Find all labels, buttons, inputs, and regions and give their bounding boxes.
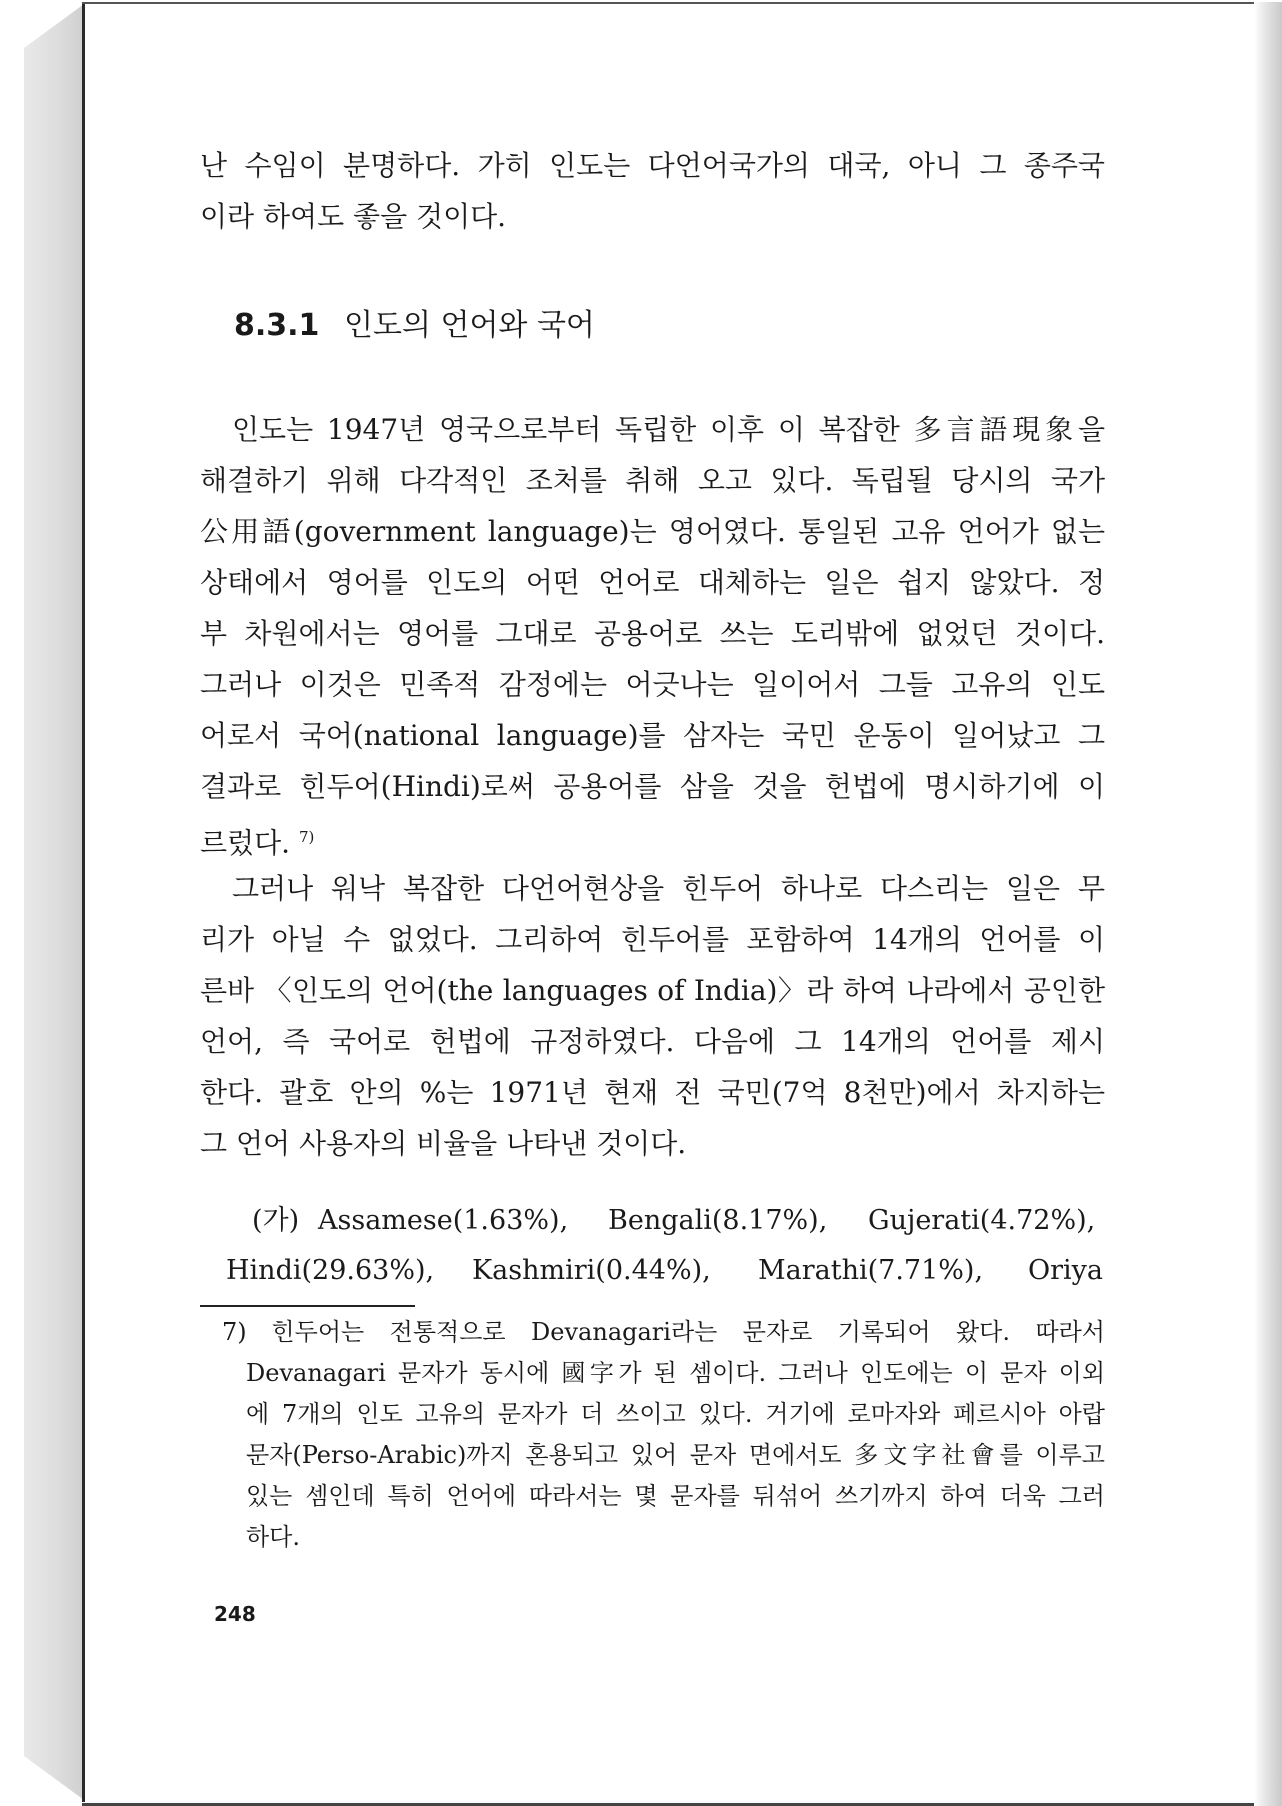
language-item: Marathi(7.71%), [758,1255,984,1286]
language-item: Oriya [1028,1255,1104,1286]
footnote-line-3: 에 7개의 인도 고유의 문자가 더 쓰이고 있다. 거기에 로마자와 페르시아 아랍 [246,1400,1105,1428]
para2-line-3: 른바 〈인도의 언어(the languages of India)〉라 하여 나라에서 공인한 [200,974,1105,1007]
footnote-line-6: 하다. [246,1523,300,1551]
para2-line-4: 언어, 즉 국어로 헌법에 규정하였다. 다음에 그 14개의 언어를 제시 [200,1025,1105,1058]
para2-line-2: 리가 아닐 수 없었다. 그리하여 힌두어를 포함하여 14개의 언어를 이 [200,923,1105,956]
book-right-shadow [1254,2,1282,1806]
para1-line-8: 결과로 힌두어(Hindi)로써 공용어를 삼을 것을 헌법에 명시하기에 이 [200,770,1105,803]
para1-line-4: 상태에서 영어를 인도의 어떤 언어로 대체하는 일은 쉽지 않았다. 정 [200,566,1105,599]
language-item: Gujerati(4.72%), [868,1205,1096,1236]
book-top-edge [82,2,1257,4]
para1-line-6: 그러나 이것은 민족적 감정에는 어긋나는 일이어서 그들 고유의 인도 [200,668,1105,701]
para1-line-5: 부 차원에서는 영어를 그대로 공용어로 쓰는 도리밖에 없었던 것이다. [200,617,1105,650]
footnote-divider [200,1305,415,1307]
para1-last-text: 르렀다. [200,826,291,860]
footnote-line-4: 문자(Perso-Arabic)까지 혼용되고 있어 문자 면에서도 多文字社會를 이루고 [246,1441,1105,1469]
para1-line-7: 어로서 국어(national language)를 삼자는 국민 운동이 일어났고 그 [200,719,1105,752]
footnote-mark: 7) [222,1318,247,1346]
language-item: Bengali(8.17%), [608,1205,828,1236]
language-item: Assamese(1.63%), [318,1205,569,1236]
para1-line-3: 公用語(government language)는 영어였다. 통일된 고유 언어가 없는 [200,515,1105,548]
para1-line-1: 인도는 1947년 영국으로부터 독립한 이후 이 복잡한 多言語現象을 [232,413,1105,446]
footnote-first-text: 힌두어는 전통적으로 Devanagari라는 문자로 기록되어 왔다. 따라서 [271,1318,1105,1346]
footnote-line-2: Devanagari 문자가 동시에 國字가 된 셈이다. 그러나 인도에는 이 문자 이외 [246,1359,1105,1387]
language-item: Hindi(29.63%), [226,1255,435,1286]
para2-line-1: 그러나 워낙 복잡한 다언어현상을 힌두어 하나로 다스리는 일은 무 [232,872,1105,905]
page-number: 248 [214,1602,256,1626]
para1-line-2: 해결하기 위해 다각적인 조처를 취해 오고 있다. 독립될 당시의 국가 [200,464,1105,497]
para2-line-6: 그 언어 사용자의 비율을 나타낸 것이다. [200,1127,687,1160]
intro-line-2: 이라 하여도 좋을 것이다. [200,200,507,233]
section-heading [234,306,595,346]
footnote-line-1 [222,1312,1105,1353]
para2-line-5: 한다. 괄호 안의 %는 1971년 현재 전 국민(7억 8천만)에서 차지하는 [200,1076,1105,1109]
para1-line-9 [200,812,1105,868]
footnote-ref: 7) [298,828,315,846]
section-title: 인도의 언어와 국어 [344,308,595,343]
section-number: 8.3.1 [234,308,320,343]
book-spine [24,4,84,1800]
language-item: Kashmiri(0.44%), [472,1255,711,1286]
footnote-line-5: 있는 셈인데 특히 언어에 따라서는 몇 문자를 뒤섞어 쓰기까지 하여 더욱 그러 [246,1482,1105,1510]
intro-line-1: 난 수임이 분명하다. 가히 인도는 다언어국가의 대국, 아니 그 종주국 [200,149,1105,182]
language-list-marker: (가) [252,1205,300,1236]
book-spine-edge [82,4,85,1802]
